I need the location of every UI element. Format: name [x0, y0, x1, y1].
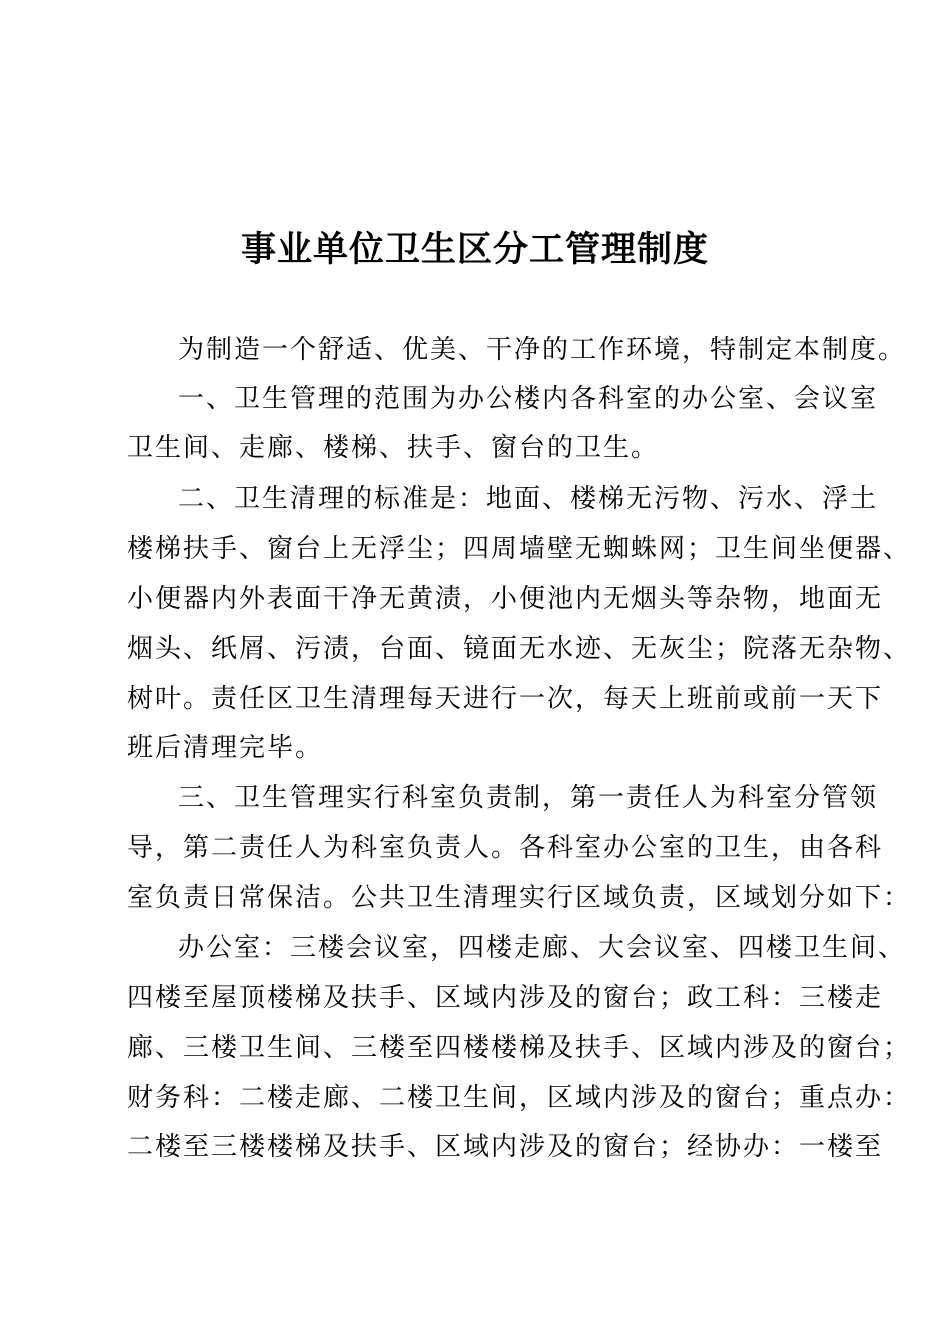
paragraph-line-intro: 为制造一个舒适、优美、干净的工作环境，特制定本制度。 [178, 335, 907, 365]
paragraph-line: 四楼至屋顶楼梯及扶手、区域内涉及的窗台；政工科：三楼走 [127, 983, 884, 1013]
paragraph-line: 导，第二责任人为科室负责人。各科室办公室的卫生，由各科 [127, 833, 884, 863]
paragraph-line: 廊、三楼卫生间、三楼至四楼楼梯及扶手、区域内涉及的窗台； [127, 1033, 912, 1063]
paragraph-line: 小便器内外表面干净无黄渍，小便池内无烟头等杂物，地面无 [127, 584, 884, 614]
paragraph-line-section-1: 一、卫生管理的范围为办公楼内各科室的办公室、会议室 [178, 384, 879, 414]
paragraph-line: 烟头、纸屑、污渍，台面、镜面无水迹、无灰尘；院落无杂物、 [127, 634, 912, 664]
paragraph-line: 二楼至三楼楼梯及扶手、区域内涉及的窗台；经协办：一楼至 [127, 1132, 884, 1162]
paragraph-line: 室负责日常保洁。公共卫生清理实行区域负责，区域划分如下： [127, 883, 912, 913]
paragraph-line-section-3: 三、卫生管理实行科室负责制，第一责任人为科室分管领 [178, 783, 879, 813]
paragraph-line: 树叶。责任区卫生清理每天进行一次，每天上班前或前一天下 [127, 684, 884, 714]
paragraph-line-section-2: 二、卫生清理的标准是：地面、楼梯无污物、污水、浮土 [178, 484, 879, 514]
paragraph-line: 卫生间、走廊、楼梯、扶手、窗台的卫生。 [127, 433, 660, 463]
document-title: 事业单位卫生区分工管理制度 [240, 229, 709, 270]
paragraph-line: 楼梯扶手、窗台上无浮尘；四周墙壁无蜘蛛网；卫生间坐便器、 [127, 534, 912, 564]
paragraph-line-area-assignment: 办公室：三楼会议室，四楼走廊、大会议室、四楼卫生间、 [178, 933, 907, 963]
paragraph-line: 班后清理完毕。 [127, 733, 324, 763]
paragraph-line: 财务科：二楼走廊、二楼卫生间，区域内涉及的窗台；重点办： [127, 1083, 912, 1113]
